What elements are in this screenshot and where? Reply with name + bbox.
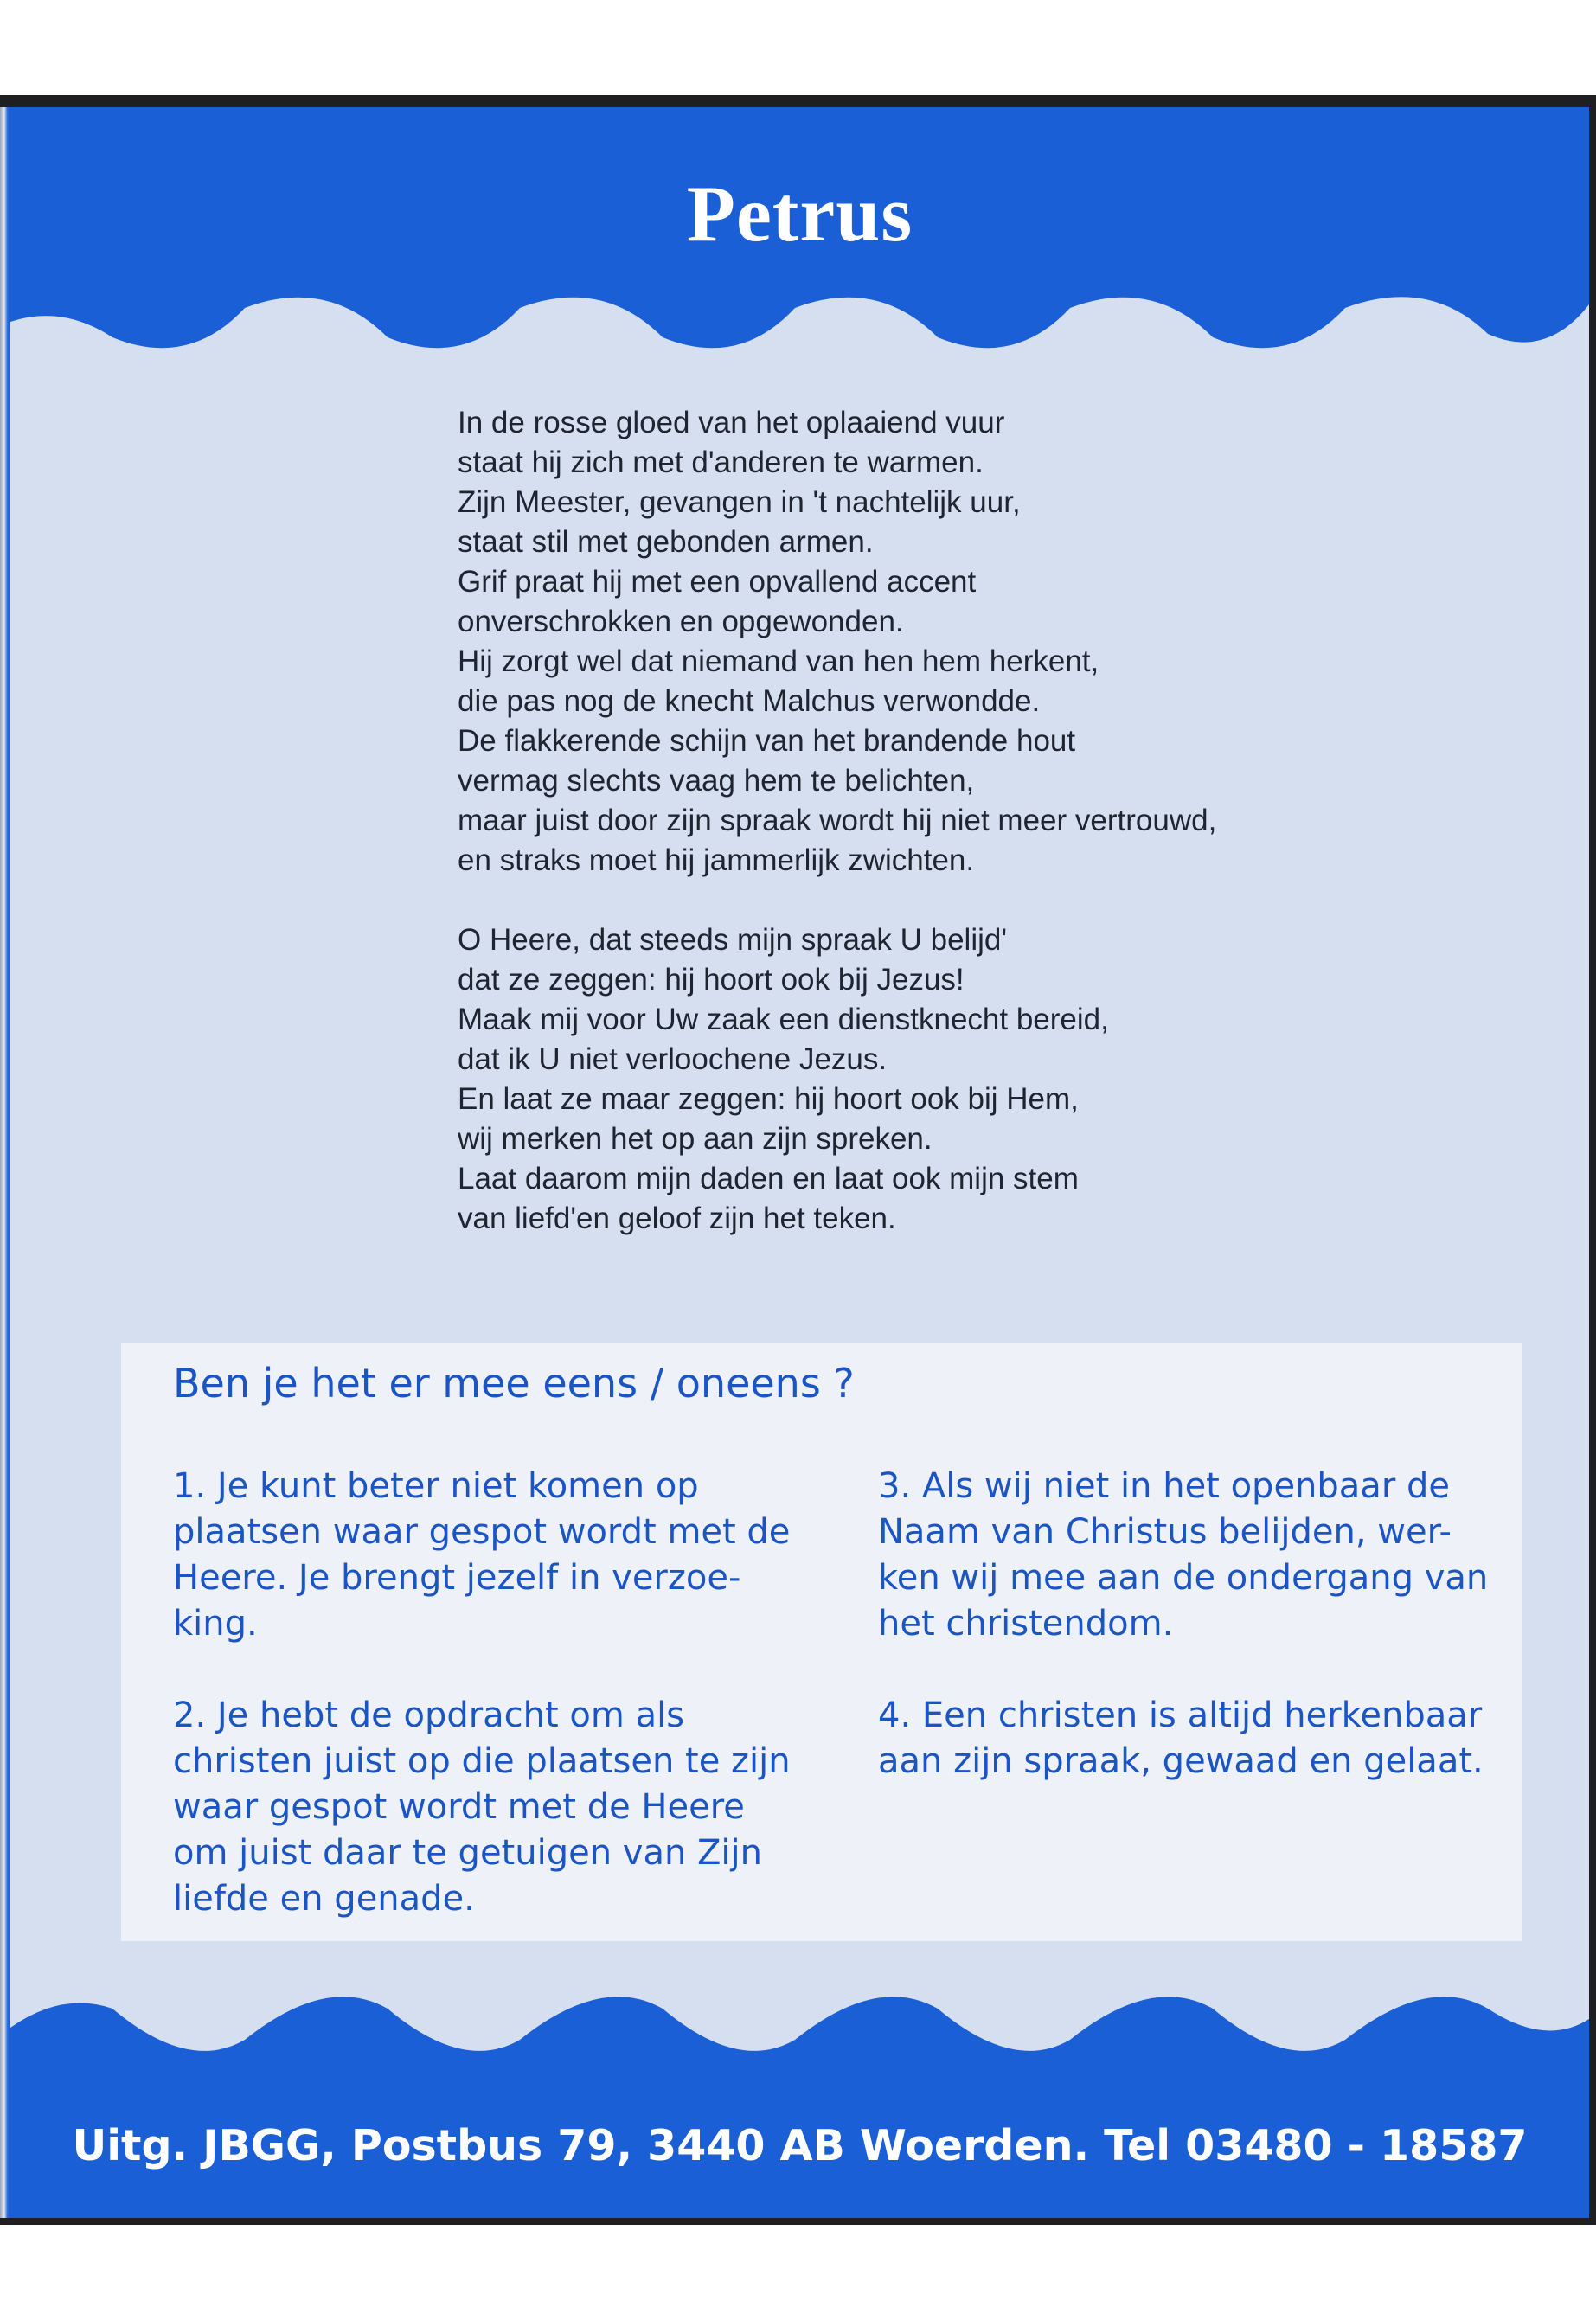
question-line: aan zijn spraak, gewaad en gelaat. [878,1741,1484,1781]
poem-line: vermag slechts vaag hem te belichten, [458,764,975,798]
poem-line: en straks moet hij jammerlijk zwichten. [458,843,975,877]
poem-line: In de rosse gloed van het oplaaiend vuur [458,406,1005,439]
poem-line: Hij zorgt wel dat niemand van hen hem herkent, [458,644,1099,678]
question-line: ken wij mee aan de ondergang van [878,1558,1489,1598]
poem-line: wij merken het op aan zijn spreken. [458,1122,933,1156]
page-edge [0,107,10,2218]
question-line: 4. Een christen is altijd herkenbaar [878,1695,1483,1735]
question-item-4 [878,1693,1484,1785]
poem-line: dat ze zeggen: hij hoort ook bij Jezus! [458,963,965,997]
page-title: Petrus [686,170,913,258]
question-item-2 [173,1693,791,1922]
question-line: Heere. Je brengt jezelf in verzoe- [173,1558,741,1598]
question-line: waar gespot wordt met de Heere [173,1787,745,1827]
question-line: christen juist op die plaatsen te zijn [173,1741,791,1781]
poem-line: staat hij zich met d'anderen te warmen. [458,445,984,479]
poem-line: O Heere, dat steeds mijn spraak U belijd' [458,923,1008,957]
questions-heading: Ben je het er mee eens / oneens ? [173,1360,855,1407]
poem-line: die pas nog de knecht Malchus verwondde. [458,684,1041,718]
bottom-wave-band [10,1967,1589,2218]
questions-right-column [878,1464,1489,1830]
poem [458,403,1409,1279]
poem-stanza-2 [458,920,1409,1239]
question-line: Naam van Christus belijden, wer- [878,1512,1452,1552]
question-line: king. [173,1604,258,1644]
question-item-1 [173,1464,791,1647]
question-line: liefde en genade. [173,1879,475,1919]
poem-line: De flakkerende schijn van het brandende hout [458,724,1076,758]
poem-line: onverschrokken en opgewonden. [458,605,904,638]
question-item-3 [878,1464,1489,1647]
leaflet-page [10,107,1589,2218]
questions-left-column [173,1464,791,1968]
publisher-footer: Uitg. JBGG, Postbus 79, 3440 AB Woerden. Tel 03480 - 18587 [72,2121,1528,2170]
poem-line: van liefd'en geloof zijn het teken. [458,1202,896,1235]
poem-line: Laat daarom mijn daden en laat ook mijn stem [458,1162,1079,1195]
top-wave-band [10,107,1589,453]
poem-line: Grif praat hij met een opvallend accent [458,565,977,599]
poem-stanza-1 [458,403,1409,881]
poem-line: Zijn Meester, gevangen in 't nachtelijk uur, [458,485,1021,519]
question-line: om juist daar te getuigen van Zijn [173,1833,762,1873]
poem-line: En laat ze maar zeggen: hij hoort ook bij Hem, [458,1082,1079,1116]
poem-line: maar juist door zijn spraak wordt hij niet meer vertrouwd, [458,804,1217,837]
question-line: plaatsen waar gespot wordt met de [173,1512,791,1552]
poem-line: Maak mij voor Uw zaak een dienstknecht bereid, [458,1003,1109,1036]
poem-line: dat ik U niet verloochene Jezus. [458,1042,888,1076]
poem-line: staat stil met gebonden armen. [458,525,874,559]
question-line: 1. Je kunt beter niet komen op [173,1466,699,1506]
question-line: 3. Als wij niet in het openbaar de [878,1466,1450,1506]
question-line: 2. Je hebt de opdracht om als [173,1695,685,1735]
question-line: het christendom. [878,1604,1174,1644]
